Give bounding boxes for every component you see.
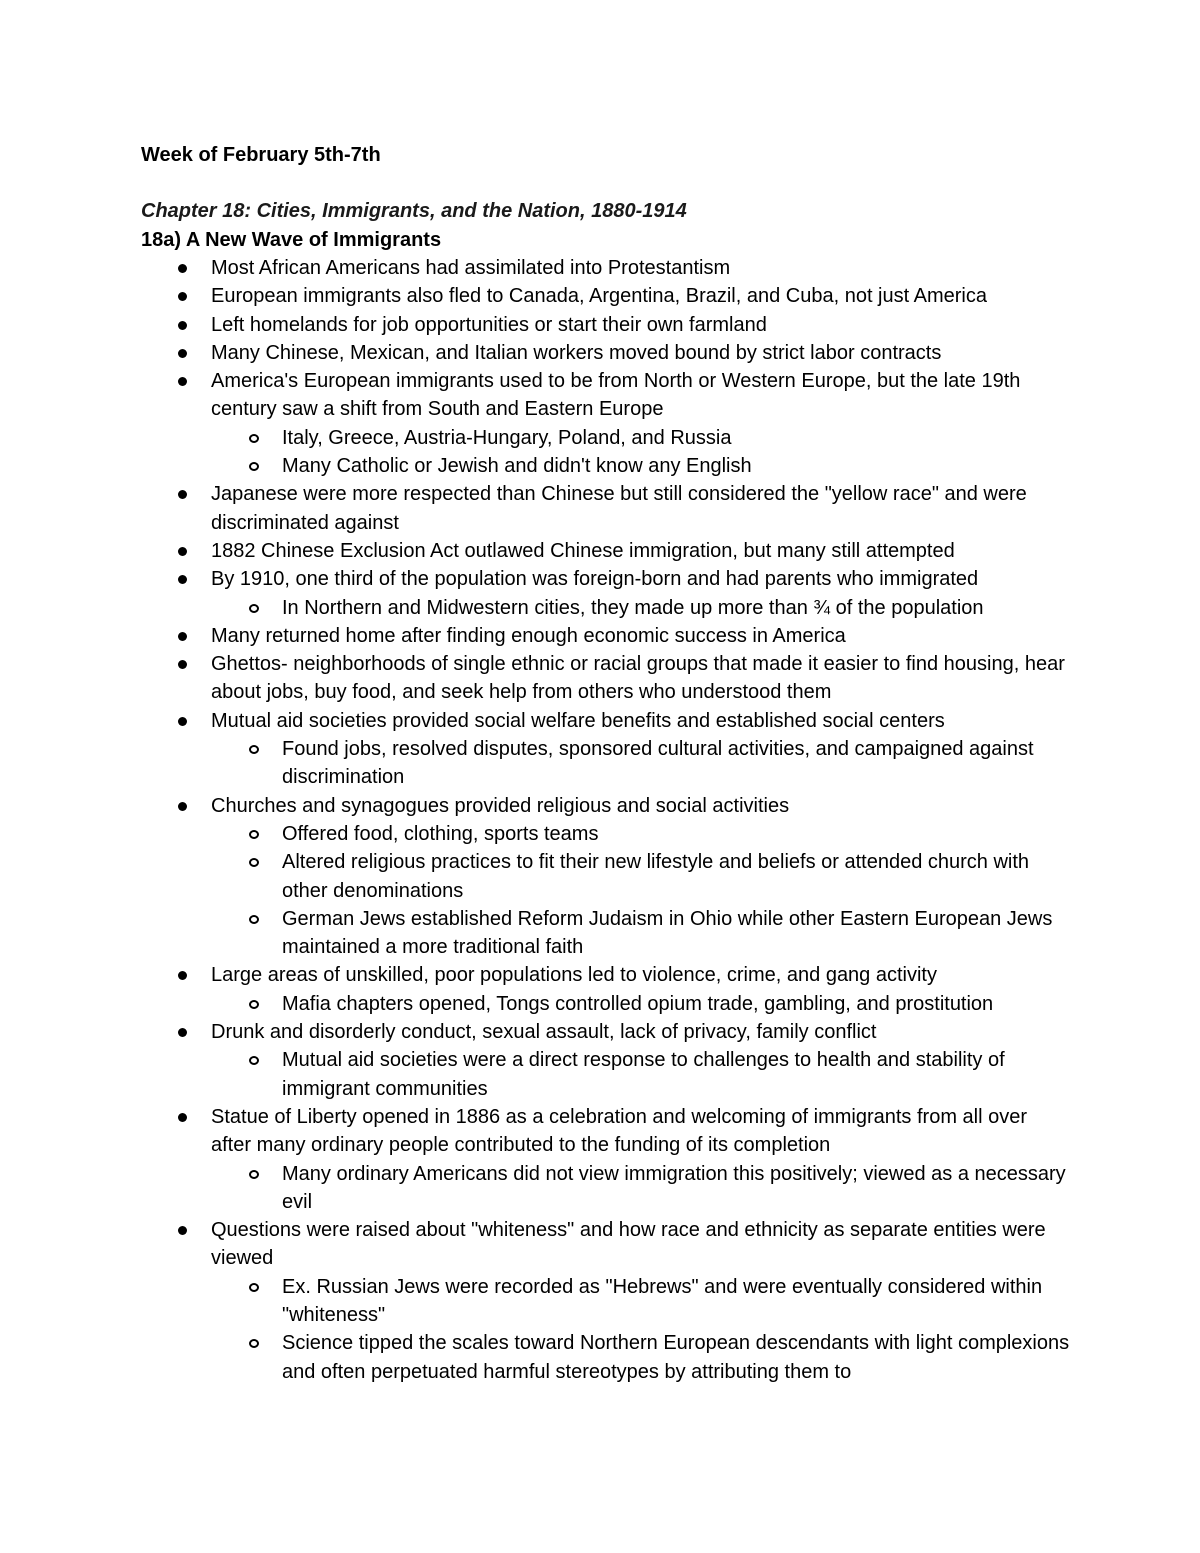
list-item-text: Many Chinese, Mexican, and Italian workers moved bound by strict labor contracts [211,341,942,364]
list-item-text: Mutual aid societies were a direct response to challenges to health and stability of immigrant communities [282,1049,1005,1100]
sub-list-item [0,820,1072,848]
list-item-text: Questions were raised about "whiteness" and how race and ethnicity as separate entities were viewed [211,1219,1046,1270]
sub-list-item [0,1329,1072,1386]
list-item-text: Statue of Liberty opened in 1886 as a celebration and welcoming of immigrants from all over after many ordinary people contributed to the funding of its completion [211,1105,1028,1157]
list-item-text: Offered food, clothing, sports teams [282,822,599,845]
filled-bullet-icon [178,349,187,358]
hollow-bullet-icon [249,604,259,613]
hollow-bullet-icon [249,1170,259,1179]
filled-bullet-icon [178,1028,187,1037]
sub-list-item [0,905,1072,962]
list-item-text: Japanese were more respected than Chinese but still considered the "yellow race" and were discriminated against [211,483,1027,534]
bullet-list [0,254,1200,1386]
filled-bullet-icon [178,802,187,811]
list-item [0,282,1071,310]
hollow-bullet-icon [249,1283,259,1292]
list-item-text: Science tipped the scales toward Northern European descendants with light complexions and often perpetuated harmful stereotypes by attributing them to [282,1332,1070,1383]
filled-bullet-icon [178,377,187,386]
hollow-bullet-icon [249,915,259,924]
filled-bullet-icon [178,632,187,641]
filled-bullet-icon [178,1226,187,1235]
list-item [0,707,1071,735]
list-item [0,537,1071,565]
list-item-text: By 1910, one third of the population was foreign-born and had parents who immigrated [211,568,979,591]
sub-list-item [0,452,1072,480]
sub-list-item [0,990,1072,1018]
hollow-bullet-icon [249,858,259,867]
list-item-text: Many Catholic or Jewish and didn't know any English [282,455,752,478]
list-item-text: Mafia chapters opened, Tongs controlled opium trade, gambling, and prostitution [282,992,994,1015]
list-item-text: Large areas of unskilled, poor populations led to violence, crime, and gang activity [211,964,937,987]
page-title: Week of February 5th-7th [141,144,381,166]
sub-list-item [0,594,1072,622]
filled-bullet-icon [178,971,187,980]
list-item-text: Ex. Russian Jews were recorded as "Hebrews" and were eventually considered within "whiteness" [282,1275,1043,1326]
list-item [0,1216,1071,1273]
list-item [0,480,1071,537]
filled-bullet-icon [178,264,187,273]
list-item [0,622,1071,650]
list-item-text: Ghettos- neighborhoods of single ethnic or racial groups that made it easier to find housing, hear about jobs, buy food, and seek help from others who understood them [211,653,1065,704]
list-item-text: 1882 Chinese Exclusion Act outlawed Chinese immigration, but many still attempted [211,539,955,562]
hollow-bullet-icon [249,745,259,754]
section-heading: 18a) A New Wave of Immigrants [141,229,442,251]
list-item [0,367,1071,424]
chapter-title: Chapter 18: Cities, Immigrants, and the Nation, 1880-1914 [141,200,687,222]
filled-bullet-icon [178,321,187,330]
list-item [0,565,1071,593]
list-item-text: Drunk and disorderly conduct, sexual assault, lack of privacy, family conflict [211,1021,877,1044]
hollow-bullet-icon [249,462,259,471]
list-item [0,1103,1071,1160]
list-item-text: European immigrants also fled to Canada, Argentina, Brazil, and Cuba, not just America [211,285,987,308]
hollow-bullet-icon [249,1000,259,1009]
list-item-text: Italy, Greece, Austria-Hungary, Poland, and Russia [282,426,732,449]
list-item [0,254,1071,282]
hollow-bullet-icon [249,1056,259,1065]
list-item-text: Churches and synagogues provided religious and social activities [211,794,790,817]
list-item [0,1018,1071,1046]
filled-bullet-icon [178,547,187,556]
sub-list-item [0,735,1072,792]
hollow-bullet-icon [249,830,259,839]
list-item [0,792,1071,820]
list-item-text: America's European immigrants used to be from North or Western Europe, but the late 19th century saw a shift from South and Eastern Europe [211,370,1021,421]
list-item-text: Found jobs, resolved disputes, sponsored cultural activities, and campaigned against discrimination [282,738,1034,789]
list-item-text: Mutual aid societies provided social welfare benefits and established social centers [211,709,945,732]
list-item [0,650,1071,707]
hollow-bullet-icon [249,1339,259,1348]
list-item-text: German Jews established Reform Judaism in Ohio while other Eastern European Jews maintained a more traditional faith [282,907,1053,959]
list-item-text: Left homelands for job opportunities or start their own farmland [211,313,767,336]
list-item-text: Most African Americans had assimilated into Protestantism [211,257,731,279]
sub-list-item [0,848,1072,905]
sub-list-item [0,424,1072,452]
filled-bullet-icon [178,490,187,499]
list-item [0,961,1071,989]
list-item [0,311,1071,339]
list-item-text: Many ordinary Americans did not view immigration this positively; viewed as a necessary evil [282,1162,1066,1213]
hollow-bullet-icon [249,434,259,443]
filled-bullet-icon [178,1113,187,1122]
filled-bullet-icon [178,660,187,669]
list-item-text: In Northern and Midwestern cities, they made up more than ¾ of the population [282,596,984,619]
sub-list-item [0,1273,1072,1330]
filled-bullet-icon [178,292,187,301]
filled-bullet-icon [178,575,187,584]
list-item-text: Altered religious practices to fit their new lifestyle and beliefs or attended church with other denominations [282,851,1030,902]
sub-list-item [0,1160,1072,1217]
list-item [0,339,1071,367]
filled-bullet-icon [178,717,187,726]
list-item-text: Many returned home after finding enough economic success in America [211,624,846,647]
sub-list-item [0,1046,1072,1103]
